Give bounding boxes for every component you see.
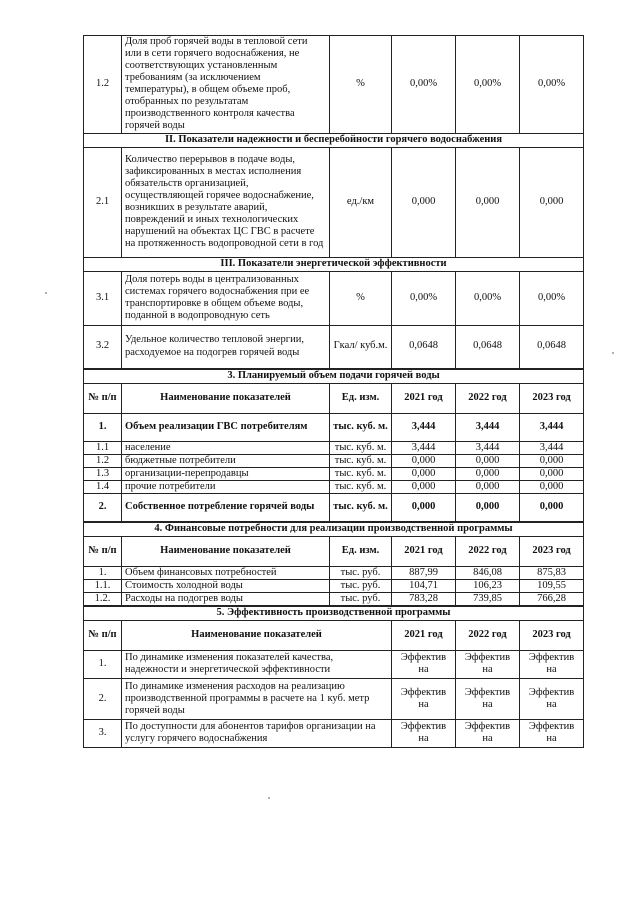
col-header-name: Наименование показателей (122, 536, 330, 566)
row-number: 1. (84, 650, 122, 678)
value-2022: 0,0648 (456, 325, 520, 368)
row-number: 1. (84, 413, 122, 441)
value-2022: 106,23 (456, 579, 520, 592)
value-2023: 766,28 (520, 592, 584, 605)
row-name: бюджетные потребители (122, 454, 330, 467)
table-row (84, 413, 584, 441)
value-2023: 3,444 (520, 413, 584, 441)
row-name: По динамике изменения показателей качества, надежности и энергетической эффективности (122, 650, 392, 678)
value-2022: 3,444 (456, 413, 520, 441)
row-number: 2.1 (84, 147, 122, 257)
value-2023: Эффектив на (520, 650, 584, 678)
header-row (84, 536, 584, 566)
row-name: население (122, 441, 330, 454)
table-row (84, 678, 584, 719)
row-number: 1.2 (84, 36, 122, 134)
indicator-description: Доля потерь воды в централизованных системах горячего водоснабжения при ее транспортировке в общем объеме воды, поданной в водопроводную сеть (122, 271, 330, 325)
value-2021: 0,000 (392, 493, 456, 521)
value-2022: 0,000 (456, 454, 520, 467)
header-row (84, 383, 584, 413)
col-header-2021: 2021 год (392, 383, 456, 413)
value-2023: 0,00% (520, 36, 584, 134)
section-title: 4. Финансовые потребности для реализации производственной программы (84, 522, 584, 536)
unit-cell: % (330, 36, 392, 134)
section-header-row (84, 369, 584, 383)
unit-cell: Гкал/ куб.м. (330, 325, 392, 368)
value-2022: 0,000 (456, 493, 520, 521)
value-2022: 0,00% (456, 271, 520, 325)
table-row (84, 441, 584, 454)
value-2023: 0,000 (520, 147, 584, 257)
row-name: По динамике изменения расходов на реализацию производственной программы в расчете на 1 куб. метр горячей воды (122, 678, 392, 719)
scan-speck (45, 292, 47, 294)
col-header-name: Наименование показателей (122, 620, 392, 650)
value-2021: 3,444 (392, 413, 456, 441)
value-2022: 3,444 (456, 441, 520, 454)
indicator-description: Удельное количество тепловой энергии, расходуемое на подогрев горячей воды (122, 325, 330, 368)
value-2022: 0,000 (456, 480, 520, 493)
section-header-row (84, 606, 584, 620)
unit-cell: % (330, 271, 392, 325)
col-header-num: № п/п (84, 536, 122, 566)
value-2021: 0,000 (392, 467, 456, 480)
indicator-description: Доля проб горячей воды в тепловой сети или в сети горячего водоснабжения, не соответствующих установленным требованиям (за исключением температуры), в общем объеме проб, отобранных по результатам производственного контроля качества горячей воды (122, 36, 330, 134)
unit-cell: тыс. руб. (330, 592, 392, 605)
col-header-2021: 2021 год (392, 536, 456, 566)
value-2021: 104,71 (392, 579, 456, 592)
finance-table (83, 522, 584, 606)
row-name: Расходы на подогрев воды (122, 592, 330, 605)
value-2023: 0,0648 (520, 325, 584, 368)
col-header-2022: 2022 год (456, 536, 520, 566)
col-header-unit: Ед. изм. (330, 536, 392, 566)
value-2021: Эффектив на (392, 719, 456, 747)
unit-cell: тыс. руб. (330, 566, 392, 579)
value-2021: 0,00% (392, 271, 456, 325)
section-title: 3. Планируемый объем подачи горячей воды (84, 369, 584, 383)
table-row (84, 480, 584, 493)
value-2023: 0,000 (520, 454, 584, 467)
section-title: II. Показатели надежности и бесперебойности горячего водоснабжения (84, 133, 584, 147)
value-2022: Эффектив на (456, 678, 520, 719)
col-header-2023: 2023 год (520, 383, 584, 413)
table-row (84, 719, 584, 747)
row-name: Объем финансовых потребностей (122, 566, 330, 579)
col-header-2023: 2023 год (520, 536, 584, 566)
value-2023: 0,000 (520, 467, 584, 480)
value-2021: 3,444 (392, 441, 456, 454)
table-row (84, 271, 584, 325)
row-number: 1.1 (84, 441, 122, 454)
table-row (84, 579, 584, 592)
row-name: организации-перепродавцы (122, 467, 330, 480)
value-2021: Эффектив на (392, 678, 456, 719)
row-name: прочие потребители (122, 480, 330, 493)
table-row (84, 147, 584, 257)
indicator-description: Количество перерывов в подаче воды, зафиксированных в местах исполнения обязательств организацией, осуществляющей горячее водоснабжение, возникших в результате аварий, повреждений и иных технологических нарушений на объектах ЦС ГВС в расчете на протяженность водопроводной сети в год (122, 147, 330, 257)
unit-cell: тыс. куб. м. (330, 480, 392, 493)
row-number: 1. (84, 566, 122, 579)
unit-cell: тыс. куб. м. (330, 493, 392, 521)
efficiency-table (83, 606, 584, 748)
value-2022: 0,000 (456, 147, 520, 257)
value-2022: Эффектив на (456, 719, 520, 747)
row-number: 2. (84, 678, 122, 719)
scan-speck (612, 352, 614, 354)
col-header-num: № п/п (84, 620, 122, 650)
unit-cell: тыс. куб. м. (330, 467, 392, 480)
value-2021: 0,000 (392, 480, 456, 493)
unit-cell: тыс. куб. м. (330, 441, 392, 454)
col-header-2021: 2021 год (392, 620, 456, 650)
value-2021: 0,00% (392, 36, 456, 134)
section-title: 5. Эффективность производственной программы (84, 606, 584, 620)
value-2023: Эффектив на (520, 678, 584, 719)
table-row (84, 325, 584, 368)
section-title: III. Показатели энергетической эффективности (84, 257, 584, 271)
document-page (83, 35, 583, 748)
section-header-row (84, 522, 584, 536)
value-2022: 0,000 (456, 467, 520, 480)
col-header-2022: 2022 год (456, 620, 520, 650)
table-row (84, 467, 584, 480)
section-header-row (84, 133, 584, 147)
table-row (84, 566, 584, 579)
value-2022: 739,85 (456, 592, 520, 605)
row-name: По доступности для абонентов тарифов организации на услугу горячего водоснабжения (122, 719, 392, 747)
col-header-2022: 2022 год (456, 383, 520, 413)
unit-cell: тыс. куб. м. (330, 413, 392, 441)
value-2021: Эффектив на (392, 650, 456, 678)
value-2023: Эффектив на (520, 719, 584, 747)
value-2021: 0,0648 (392, 325, 456, 368)
value-2023: 0,000 (520, 493, 584, 521)
row-number: 2. (84, 493, 122, 521)
unit-cell: тыс. куб. м. (330, 454, 392, 467)
value-2022: 0,00% (456, 36, 520, 134)
value-2021: 783,28 (392, 592, 456, 605)
row-number: 3.2 (84, 325, 122, 368)
value-2023: 0,000 (520, 480, 584, 493)
value-2021: 887,99 (392, 566, 456, 579)
table-row (84, 650, 584, 678)
section-header-row (84, 257, 584, 271)
row-number: 3. (84, 719, 122, 747)
unit-cell: ед./км (330, 147, 392, 257)
value-2022: Эффектив на (456, 650, 520, 678)
value-2023: 875,83 (520, 566, 584, 579)
col-header-name: Наименование показателей (122, 383, 330, 413)
row-name: Стоимость холодной воды (122, 579, 330, 592)
row-number: 1.1. (84, 579, 122, 592)
row-number: 1.2. (84, 592, 122, 605)
value-2021: 0,000 (392, 454, 456, 467)
table-row (84, 493, 584, 521)
scan-speck (268, 797, 270, 799)
row-name: Собственное потребление горячей воды (122, 493, 330, 521)
row-number: 1.4 (84, 480, 122, 493)
table-row (84, 592, 584, 605)
table-row (84, 454, 584, 467)
row-number: 1.3 (84, 467, 122, 480)
unit-cell: тыс. руб. (330, 579, 392, 592)
col-header-num: № п/п (84, 383, 122, 413)
row-name: Объем реализации ГВС потребителям (122, 413, 330, 441)
value-2022: 846,08 (456, 566, 520, 579)
value-2023: 109,55 (520, 579, 584, 592)
value-2023: 0,00% (520, 271, 584, 325)
row-number: 3.1 (84, 271, 122, 325)
row-number: 1.2 (84, 454, 122, 467)
value-2021: 0,000 (392, 147, 456, 257)
value-2023: 3,444 (520, 441, 584, 454)
indicators-table (83, 35, 584, 369)
volume-table (83, 369, 584, 522)
col-header-unit: Ед. изм. (330, 383, 392, 413)
col-header-2023: 2023 год (520, 620, 584, 650)
table-row (84, 36, 584, 134)
header-row (84, 620, 584, 650)
